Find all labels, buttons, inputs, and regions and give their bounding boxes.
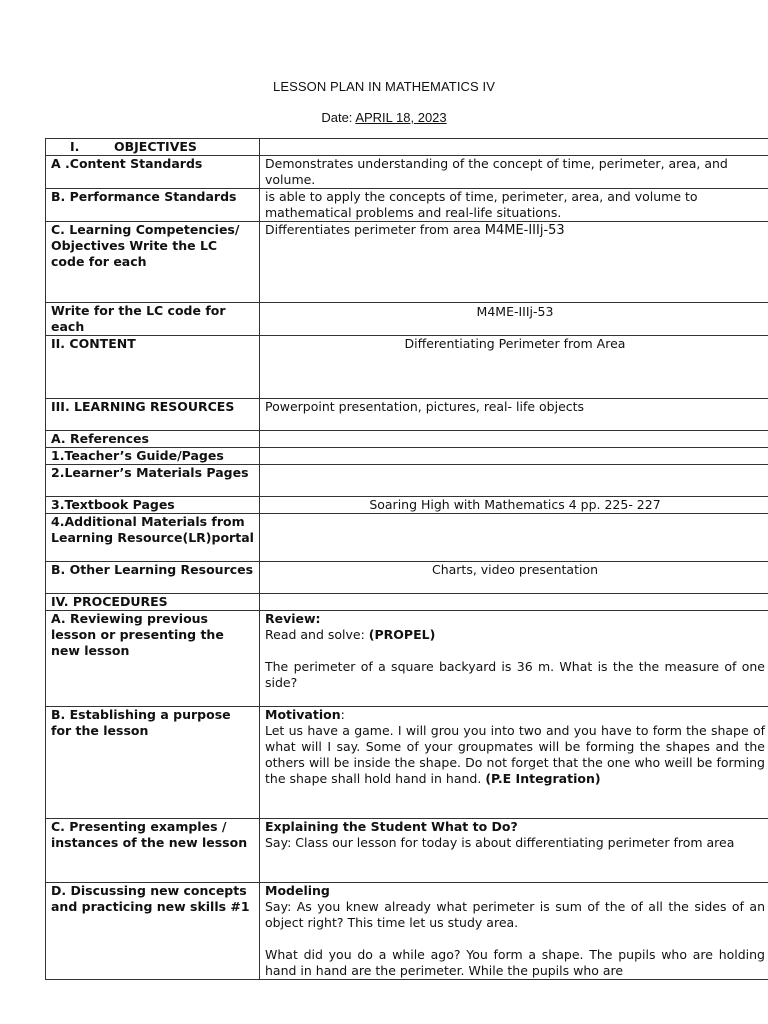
row-content xyxy=(46,336,768,399)
other-resources-value: Charts, video presentation xyxy=(260,562,768,594)
motivation-text: Let us have a game. I will grou you into two and you have to form the shape of what will I say. Some of your groupmates will be forming the shapes and the others will be inside the shape. Do not forget that the one who weill be forming the shape shall hold hand in hand. xyxy=(265,723,765,786)
additional-materials-label: 4.Additional Materials from Learning Resource(LR)portal xyxy=(46,514,260,562)
textbook-pages-label: 3.Textbook Pages xyxy=(46,497,260,514)
references-value xyxy=(260,431,768,448)
motivation-title: Motivation xyxy=(265,707,341,722)
performance-standards-value: is able to apply the concepts of time, perimeter, area, and volume to mathematical problems and real-life situations. xyxy=(260,189,768,222)
date-label: Date: xyxy=(321,110,353,125)
other-resources-label: B. Other Learning Resources xyxy=(46,562,260,594)
row-content-standards xyxy=(46,156,768,189)
row-presenting xyxy=(46,819,768,883)
motivation-body xyxy=(265,723,765,787)
procedures-value xyxy=(260,594,768,611)
competency-code: M4ME-IIIj-53 xyxy=(484,223,565,238)
presenting-value xyxy=(260,819,768,883)
reviewing-label: A. Reviewing previous lesson or presenting the new lesson xyxy=(46,611,260,707)
objectives-label xyxy=(46,139,260,156)
review-heading: Review: xyxy=(265,611,321,626)
row-discussing xyxy=(46,883,768,980)
learning-competencies-label: C. Learning Competencies/ Objectives Write the LC code for each xyxy=(46,222,260,303)
textbook-pages-value: Soaring High with Mathematics 4 pp. 225- 227 xyxy=(260,497,768,514)
discussing-label: D. Discussing new concepts and practicing new skills #1 xyxy=(46,883,260,980)
row-lc-code xyxy=(46,303,768,336)
presenting-heading: Explaining the Student What to Do? xyxy=(265,819,518,834)
content-value: Differentiating Perimeter from Area xyxy=(260,336,768,399)
presenting-body: Say: Class our lesson for today is about differentiating perimeter from area xyxy=(265,835,735,850)
row-objectives xyxy=(46,139,768,156)
motivation-colon: : xyxy=(340,707,345,722)
row-learners-materials xyxy=(46,465,768,497)
establishing-value xyxy=(260,707,768,819)
performance-standards-label: B. Performance Standards xyxy=(46,189,260,222)
review-instruction xyxy=(265,627,765,643)
learners-materials-label: 2.Learner’s Materials Pages xyxy=(46,465,260,497)
lc-code-value: M4ME-IIIj-53 xyxy=(260,303,768,336)
row-reviewing xyxy=(46,611,768,707)
date-value: APRIL 18, 2023 xyxy=(355,110,447,125)
learning-resources-label: III. LEARNING RESOURCES xyxy=(46,399,260,431)
discussing-value xyxy=(260,883,768,980)
review-problem: The perimeter of a square backyard is 36 m. What is the the measure of one side? xyxy=(265,659,765,690)
modeling-body-1: Say: As you knew already what perimeter is sum of the of all the sides of an object right? This time let us study area. xyxy=(265,899,765,930)
content-standards-label: A .Content Standards xyxy=(46,156,260,189)
lesson-date xyxy=(0,110,768,125)
objectives-text: OBJECTIVES xyxy=(114,139,197,154)
modeling-heading: Modeling xyxy=(265,883,330,898)
procedures-label: IV. PROCEDURES xyxy=(46,594,260,611)
content-standards-value: Demonstrates understanding of the concept of time, perimeter, area, and volume. xyxy=(260,156,768,189)
establishing-label: B. Establishing a purpose for the lesson xyxy=(46,707,260,819)
row-learning-resources xyxy=(46,399,768,431)
objectives-number: I. xyxy=(70,139,80,154)
modeling-body-2: What did you do a while ago? You form a shape. The pupils who are holding hand in hand are the perimeter. While the pupils who are xyxy=(265,947,765,978)
teachers-guide-value xyxy=(260,448,768,465)
competency-text: Differentiates perimeter from area xyxy=(265,222,481,237)
row-additional-materials xyxy=(46,514,768,562)
teachers-guide-label: 1.Teacher’s Guide/Pages xyxy=(46,448,260,465)
lesson-plan-table xyxy=(45,138,768,980)
row-other-resources xyxy=(46,562,768,594)
motivation-heading xyxy=(265,707,765,723)
content-label: II. CONTENT xyxy=(46,336,260,399)
propel-label: (PROPEL) xyxy=(368,627,436,642)
lc-code-label: Write for the LC code for each xyxy=(46,303,260,336)
row-textbook-pages xyxy=(46,497,768,514)
reviewing-value xyxy=(260,611,768,707)
pe-integration: (P.E Integration) xyxy=(485,771,601,786)
additional-materials-value xyxy=(260,514,768,562)
learning-resources-value: Powerpoint presentation, pictures, real- life objects xyxy=(260,399,768,431)
row-procedures xyxy=(46,594,768,611)
row-performance-standards xyxy=(46,189,768,222)
review-instruction-text: Read and solve: xyxy=(265,627,369,642)
objectives-value xyxy=(260,139,768,156)
learning-competencies-value xyxy=(260,222,768,303)
row-establishing xyxy=(46,707,768,819)
learners-materials-value xyxy=(260,465,768,497)
row-learning-competencies xyxy=(46,222,768,303)
references-label: A. References xyxy=(46,431,260,448)
row-teachers-guide xyxy=(46,448,768,465)
row-references xyxy=(46,431,768,448)
document-title: LESSON PLAN IN MATHEMATICS IV xyxy=(272,79,495,94)
presenting-label: C. Presenting examples / instances of the new lesson xyxy=(46,819,260,883)
